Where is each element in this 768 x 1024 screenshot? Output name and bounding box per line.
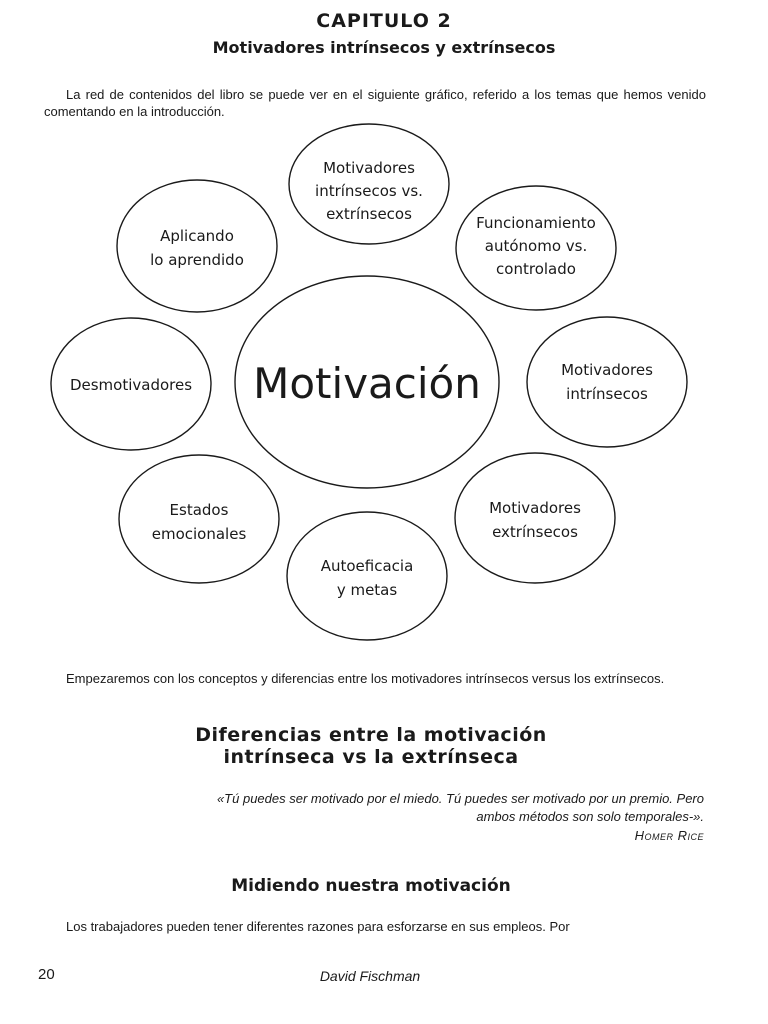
section-heading-line-1: Diferencias entre la motivación [195, 724, 547, 746]
footer-author: David Fischman [319, 968, 421, 984]
node-label: emocionales [151, 525, 247, 543]
node-intrinsic-motivators [527, 317, 687, 447]
subsection-paragraph: Los trabajadores pueden tener diferentes razones para esforzarse en sus empleos. Por [66, 919, 570, 934]
node-label: lo aprendido [150, 251, 244, 269]
second-paragraph: Empezaremos con los conceptos y diferencias entre los motivadores intrínsecos versus los extrínsecos. [66, 671, 665, 686]
epigraph-quote-line-2: ambos métodos son solo temporales-». [476, 809, 704, 824]
epigraph-quote-line-1: «Tú puedes ser motivado por el miedo. Tú puedes ser motivado por un premio. Pero [216, 791, 704, 806]
node-label: y metas [336, 581, 398, 599]
center-node-label: Motivación [253, 359, 481, 408]
node-applying-learned [117, 180, 277, 312]
epigraph-author: Homer Rice [634, 828, 704, 843]
node-label: intrínsecos vs. [315, 182, 423, 200]
node-label: Aplicando [160, 227, 234, 245]
node-label: autónomo vs. [484, 237, 588, 255]
node-emotional-states [119, 455, 279, 583]
intro-paragraph: La red de contenidos del libro se puede ver en el siguiente gráfico, referido a los temas que hemos venido comentando en la introducción. [44, 87, 706, 119]
node-label: Autoeficacia [320, 557, 414, 575]
node-label: Estados [169, 501, 229, 519]
node-label: extrínsecos [326, 205, 412, 223]
motivation-concept-diagram [0, 120, 768, 660]
node-label: controlado [496, 260, 576, 278]
node-label: intrínsecos [566, 385, 648, 403]
node-label: Motivadores [489, 499, 581, 517]
node-extrinsic-motivators [455, 453, 615, 583]
node-label: Motivadores [561, 361, 653, 379]
section-heading-line-2: intrínseca vs la extrínseca [223, 746, 519, 768]
chapter-number: CAPITULO 2 [316, 10, 452, 32]
node-label: Funcionamiento [476, 214, 596, 232]
subsection-heading: Midiendo nuestra motivación [231, 876, 511, 896]
node-label: extrínsecos [492, 523, 578, 541]
node-self-efficacy-goals [287, 512, 447, 640]
node-label: Desmotivadores [69, 376, 193, 394]
node-label: Motivadores [323, 159, 415, 177]
chapter-title: Motivadores intrínsecos y extrínsecos [212, 38, 556, 57]
page-number: 20 [38, 966, 55, 983]
